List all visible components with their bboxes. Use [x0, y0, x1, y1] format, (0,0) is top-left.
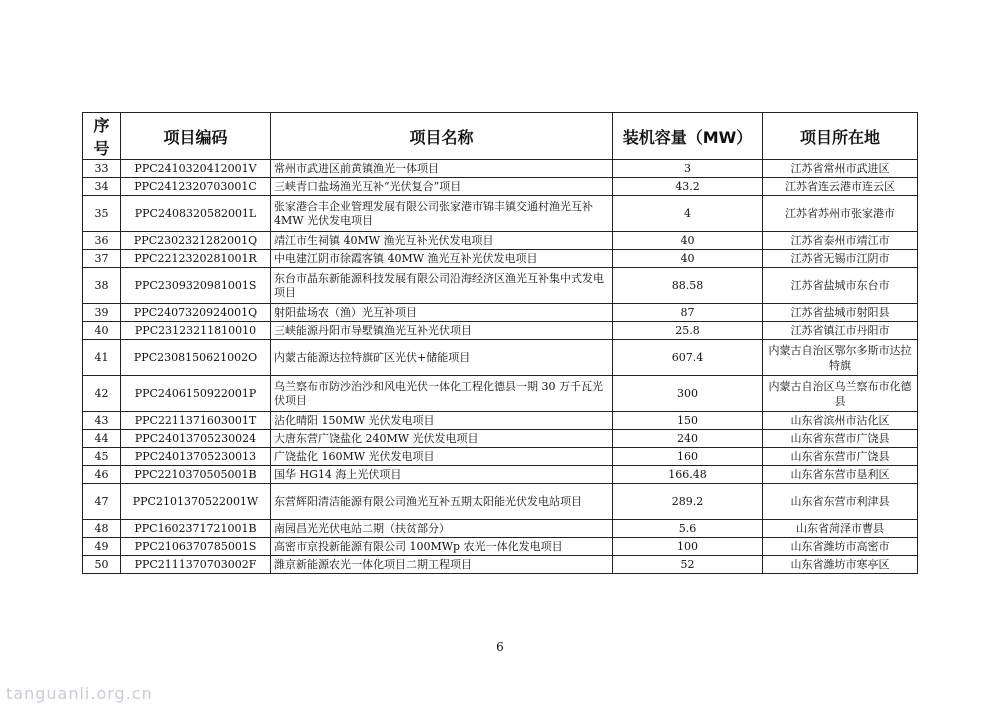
cell-name: 中电建江阴市徐霞客镇 40MW 渔光互补光伏发电项目 — [271, 250, 613, 268]
table-row — [83, 448, 918, 466]
cell-seq: 38 — [83, 268, 121, 304]
project-table — [82, 112, 918, 574]
cell-seq: 40 — [83, 322, 121, 340]
table-row — [83, 430, 918, 448]
cell-capacity: 25.8 — [613, 322, 763, 340]
cell-name: 张家港合丰企业管理发展有限公司张家港市锦丰镇交通村渔光互补 4MW 光伏发电项目 — [271, 196, 613, 232]
cell-name: 沾化晴阳 150MW 光伏发电项目 — [271, 412, 613, 430]
cell-capacity: 3 — [613, 160, 763, 178]
cell-code: PPC2211371603001T — [121, 412, 271, 430]
cell-location: 江苏省泰州市靖江市 — [763, 232, 918, 250]
table-row — [83, 160, 918, 178]
cell-location: 江苏省盐城市东台市 — [763, 268, 918, 304]
cell-code: PPC2407320924001Q — [121, 304, 271, 322]
cell-location: 江苏省连云港市连云区 — [763, 178, 918, 196]
header-seq: 序号 — [83, 113, 121, 160]
cell-capacity: 52 — [613, 556, 763, 574]
cell-code: PPC2406150922001P — [121, 376, 271, 412]
cell-seq: 45 — [83, 448, 121, 466]
cell-name: 高密市京投新能源有限公司 100MWp 农光一体化发电项目 — [271, 538, 613, 556]
cell-location: 江苏省镇江市丹阳市 — [763, 322, 918, 340]
table-row — [83, 232, 918, 250]
cell-location: 山东省菏泽市曹县 — [763, 520, 918, 538]
cell-location: 内蒙古自治区鄂尔多斯市达拉特旗 — [763, 340, 918, 376]
cell-capacity: 43.2 — [613, 178, 763, 196]
cell-code: PPC2106370785001S — [121, 538, 271, 556]
cell-seq: 43 — [83, 412, 121, 430]
cell-seq: 49 — [83, 538, 121, 556]
cell-seq: 36 — [83, 232, 121, 250]
cell-name: 南园昌光光伏电站二期（扶贫部分） — [271, 520, 613, 538]
cell-seq: 41 — [83, 340, 121, 376]
cell-code: PPC2111370703002F — [121, 556, 271, 574]
page-number: 6 — [496, 640, 504, 654]
cell-seq: 37 — [83, 250, 121, 268]
table-header-row — [83, 113, 918, 160]
cell-name: 靖江市生祠镇 40MW 渔光互补光伏发电项目 — [271, 232, 613, 250]
cell-code: PPC2302321282001Q — [121, 232, 271, 250]
cell-capacity: 289.2 — [613, 484, 763, 520]
cell-code: PPC2101370522001W — [121, 484, 271, 520]
cell-seq: 44 — [83, 430, 121, 448]
cell-capacity: 100 — [613, 538, 763, 556]
cell-name: 国华 HG14 海上光伏项目 — [271, 466, 613, 484]
cell-code: PPC2410320412001V — [121, 160, 271, 178]
cell-name: 常州市武进区前黄镇渔光一体项目 — [271, 160, 613, 178]
table-row — [83, 178, 918, 196]
table-row — [83, 250, 918, 268]
cell-name: 乌兰察布市防沙治沙和风电光伏一体化工程化德县一期 30 万千瓦光伏项目 — [271, 376, 613, 412]
cell-location: 山东省潍坊市寒亭区 — [763, 556, 918, 574]
cell-code: PPC23123211810010 — [121, 322, 271, 340]
cell-capacity: 40 — [613, 250, 763, 268]
cell-seq: 33 — [83, 160, 121, 178]
header-capacity: 装机容量（MW） — [613, 113, 763, 160]
cell-capacity: 5.6 — [613, 520, 763, 538]
cell-code: PPC1602371721001B — [121, 520, 271, 538]
table-row — [83, 520, 918, 538]
cell-code: PPC2308150621002O — [121, 340, 271, 376]
table-row — [83, 556, 918, 574]
cell-name: 大唐东营广饶盐化 240MW 光伏发电项目 — [271, 430, 613, 448]
cell-code: PPC2212320281001R — [121, 250, 271, 268]
header-name: 项目名称 — [271, 113, 613, 160]
cell-code: PPC24013705230013 — [121, 448, 271, 466]
cell-code: PPC2309320981001S — [121, 268, 271, 304]
cell-name: 潍京新能源农光一体化项目二期工程项目 — [271, 556, 613, 574]
cell-name: 三峡能源丹阳市导墅镇渔光互补光伏项目 — [271, 322, 613, 340]
watermark: tanguanli.org.cn — [6, 684, 153, 703]
cell-location: 内蒙古自治区乌兰察布市化德县 — [763, 376, 918, 412]
cell-capacity: 4 — [613, 196, 763, 232]
cell-capacity: 160 — [613, 448, 763, 466]
cell-seq: 42 — [83, 376, 121, 412]
cell-location: 山东省东营市垦利区 — [763, 466, 918, 484]
cell-seq: 46 — [83, 466, 121, 484]
cell-name: 东台市晶东新能源科技发展有限公司沿海经济区渔光互补集中式发电项目 — [271, 268, 613, 304]
cell-location: 山东省滨州市沾化区 — [763, 412, 918, 430]
cell-capacity: 300 — [613, 376, 763, 412]
cell-capacity: 166.48 — [613, 466, 763, 484]
cell-seq: 47 — [83, 484, 121, 520]
cell-name: 广饶盐化 160MW 光伏发电项目 — [271, 448, 613, 466]
cell-name: 射阳盐场农（渔）光互补项目 — [271, 304, 613, 322]
cell-capacity: 88.58 — [613, 268, 763, 304]
cell-location: 江苏省无锡市江阴市 — [763, 250, 918, 268]
table-row — [83, 304, 918, 322]
table-row — [83, 340, 918, 376]
header-location: 项目所在地 — [763, 113, 918, 160]
cell-location: 山东省东营市广饶县 — [763, 448, 918, 466]
header-code: 项目编码 — [121, 113, 271, 160]
cell-location: 山东省东营市广饶县 — [763, 430, 918, 448]
cell-name: 三峡青口盐场渔光互补“光伏复合”项目 — [271, 178, 613, 196]
cell-location: 江苏省苏州市张家港市 — [763, 196, 918, 232]
table-row — [83, 484, 918, 520]
table-row — [83, 196, 918, 232]
cell-code: PPC2408320582001L — [121, 196, 271, 232]
cell-seq: 39 — [83, 304, 121, 322]
cell-seq: 48 — [83, 520, 121, 538]
cell-seq: 34 — [83, 178, 121, 196]
cell-capacity: 87 — [613, 304, 763, 322]
cell-location: 江苏省盐城市射阳县 — [763, 304, 918, 322]
cell-code: PPC24013705230024 — [121, 430, 271, 448]
cell-code: PPC2412320703001C — [121, 178, 271, 196]
table-row — [83, 412, 918, 430]
table-body — [83, 160, 918, 574]
cell-capacity: 240 — [613, 430, 763, 448]
cell-seq: 50 — [83, 556, 121, 574]
cell-location: 山东省东营市利津县 — [763, 484, 918, 520]
table-row — [83, 322, 918, 340]
cell-location: 山东省潍坊市高密市 — [763, 538, 918, 556]
cell-capacity: 150 — [613, 412, 763, 430]
cell-capacity: 607.4 — [613, 340, 763, 376]
cell-code: PPC2210370505001B — [121, 466, 271, 484]
cell-location: 江苏省常州市武进区 — [763, 160, 918, 178]
cell-name: 东营辉阳清洁能源有限公司渔光互补五期太阳能光伏发电站项目 — [271, 484, 613, 520]
table-row — [83, 268, 918, 304]
cell-capacity: 40 — [613, 232, 763, 250]
table-row — [83, 538, 918, 556]
cell-seq: 35 — [83, 196, 121, 232]
cell-name: 内蒙古能源达拉特旗矿区光伏+储能项目 — [271, 340, 613, 376]
table-row — [83, 376, 918, 412]
table-row — [83, 466, 918, 484]
